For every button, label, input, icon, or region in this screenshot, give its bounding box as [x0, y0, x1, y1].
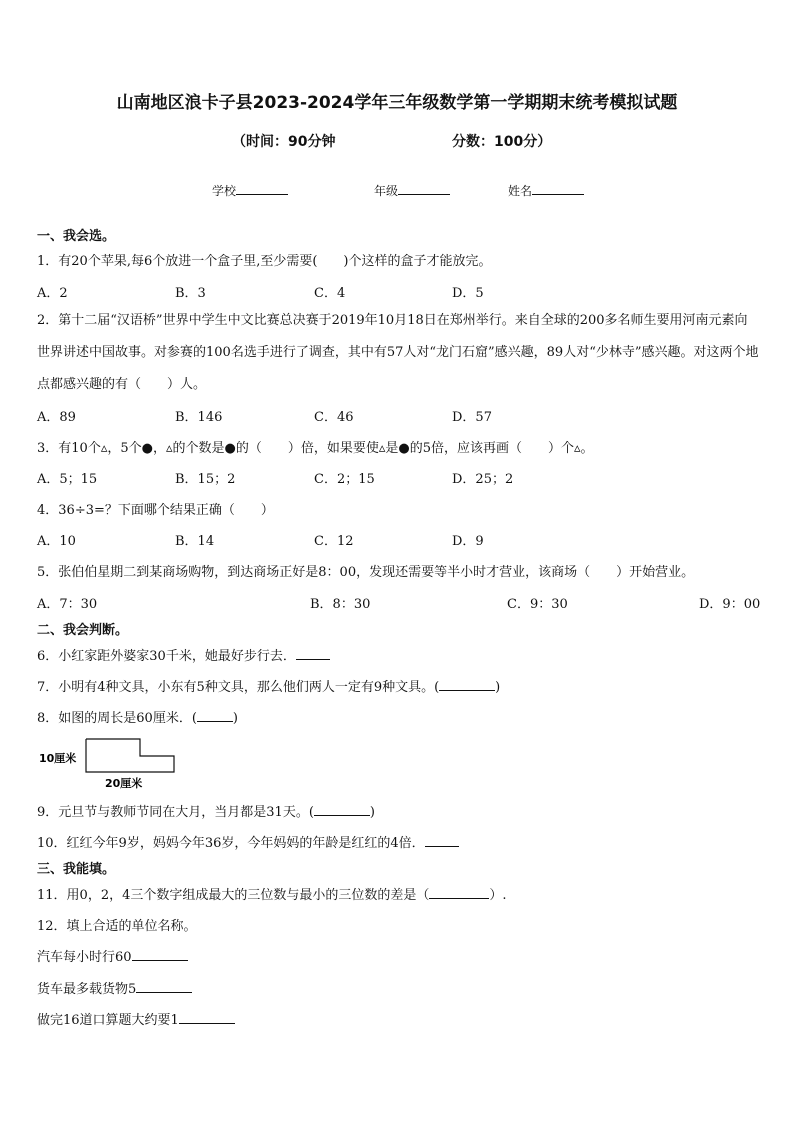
option-c[interactable]: C．46	[314, 410, 354, 425]
exam-title: 山南地区浪卡子县2023-2024学年三年级数学第一学期期末统考模拟试题	[116, 93, 678, 113]
option-b[interactable]: B．3	[175, 286, 206, 301]
question-12-item-c	[37, 1009, 235, 1028]
section-1-heading: 一、我会选。	[37, 229, 116, 244]
question-6	[37, 645, 330, 664]
question-7-close: )	[495, 680, 501, 695]
stepped-shape-outline	[86, 739, 174, 772]
option-c[interactable]: C．4	[314, 286, 346, 301]
question-2: 2．第十二届“汉语桥”世界中学生中文比赛总决赛于2019年10月18日在郑州举行。来自全球的200多名师生要用河南元素向世界讲述中国故事。对参赛的100名选手进行了调查，其中有57人对“龙门石窟”感兴趣，89人对“少林寺”感兴趣。对这两个地点都感兴趣的有（ ）人。	[37, 313, 759, 392]
question-11-text: 11．用0，2，4三个数字组成最大的三位数与最小的三位数的差是（	[37, 888, 430, 903]
question-6-text: 6．小红家距外婆家30千米，她最好步行去．	[37, 649, 296, 664]
name-label: 姓名	[508, 184, 533, 198]
answer-blank[interactable]	[314, 815, 370, 816]
option-d[interactable]: D．5	[452, 286, 484, 301]
question-7-text: 7．小明有4种文具，小东有5种文具，那么他们两人一定有9种文具。(	[37, 680, 440, 695]
figure-bottom-label: 20厘米	[105, 777, 143, 790]
answer-blank[interactable]	[429, 898, 489, 899]
option-a[interactable]: A．5；15	[37, 472, 98, 487]
option-c[interactable]: C．9：30	[507, 597, 568, 612]
question-10	[37, 832, 459, 851]
question-8	[37, 707, 238, 726]
option-d[interactable]: D．25；2	[452, 472, 514, 487]
name-blank[interactable]	[532, 194, 584, 195]
answer-blank[interactable]	[296, 659, 330, 660]
item-a-text: 汽车每小时行60	[37, 950, 132, 965]
school-field	[212, 182, 288, 199]
school-label: 学校	[212, 184, 237, 198]
option-b[interactable]: B．8：30	[310, 597, 371, 612]
grade-label: 年级	[374, 184, 399, 198]
question-9-close: )	[369, 805, 375, 820]
answer-blank[interactable]	[197, 721, 233, 722]
perimeter-figure-drawing	[38, 738, 198, 790]
question-5: 5．张伯伯星期二到某商场购物，到达商场正好是8：00，发现还需要等半小时才营业，该商场（ ）开始营业。	[37, 565, 695, 580]
option-b[interactable]: B．146	[175, 410, 223, 425]
question-9-text: 9．元旦节与教师节同在大月，当月都是31天。(	[37, 805, 314, 820]
question-8-text: 8．如图的周长是60厘米．(	[37, 711, 197, 726]
option-b[interactable]: B．14	[175, 534, 215, 549]
item-c-text: 做完16道口算题大约要1	[37, 1013, 179, 1028]
question-10-text: 10．红红今年9岁，妈妈今年36岁，今年妈妈的年龄是红红的4倍．	[37, 836, 425, 851]
section-3-heading: 三、我能填。	[37, 862, 116, 877]
option-a[interactable]: A．2	[37, 286, 68, 301]
answer-blank[interactable]	[425, 846, 459, 847]
section-2-heading: 二、我会判断。	[37, 623, 129, 638]
question-12: 12．填上合适的单位名称。	[37, 919, 197, 934]
answer-blank[interactable]	[439, 690, 495, 691]
question-9	[37, 801, 375, 820]
question-11-close: ）.	[489, 888, 507, 903]
answer-blank[interactable]	[179, 1023, 235, 1024]
perimeter-figure	[38, 738, 198, 790]
question-8-close: )	[232, 711, 238, 726]
option-a[interactable]: A．10	[37, 534, 76, 549]
answer-blank[interactable]	[136, 992, 192, 993]
question-12-item-a	[37, 946, 188, 965]
option-b[interactable]: B．15；2	[175, 472, 236, 487]
option-d[interactable]: D．9	[452, 534, 484, 549]
question-7	[37, 676, 500, 695]
name-field	[508, 182, 584, 199]
item-b-text: 货车最多载货物5	[37, 982, 137, 997]
option-c[interactable]: C．2；15	[314, 472, 375, 487]
question-4: 4．36÷3=？下面哪个结果正确（ ）	[37, 503, 274, 518]
question-12-item-b	[37, 978, 192, 997]
question-11	[37, 884, 507, 903]
grade-blank[interactable]	[398, 194, 450, 195]
exam-score: 分数：100分）	[452, 134, 552, 150]
exam-time: （时间：90分钟	[232, 134, 336, 150]
answer-blank[interactable]	[132, 960, 188, 961]
question-1: 1．有20个苹果,每6个放进一个盒子里,至少需要( )个这样的盒子才能放完。	[37, 254, 492, 269]
option-d[interactable]: D．57	[452, 410, 492, 425]
option-a[interactable]: A．7：30	[37, 597, 98, 612]
figure-left-label: 10厘米	[39, 752, 77, 765]
question-3: 3．有10个▵，5个●，▵的个数是●的（ ）倍，如果要使▵是●的5倍，应该再画（ ）个▵。	[37, 441, 594, 456]
option-a[interactable]: A．89	[37, 410, 76, 425]
school-blank[interactable]	[236, 194, 288, 195]
option-d[interactable]: D．9：00	[699, 597, 761, 612]
option-c[interactable]: C．12	[314, 534, 354, 549]
grade-field	[374, 182, 450, 199]
